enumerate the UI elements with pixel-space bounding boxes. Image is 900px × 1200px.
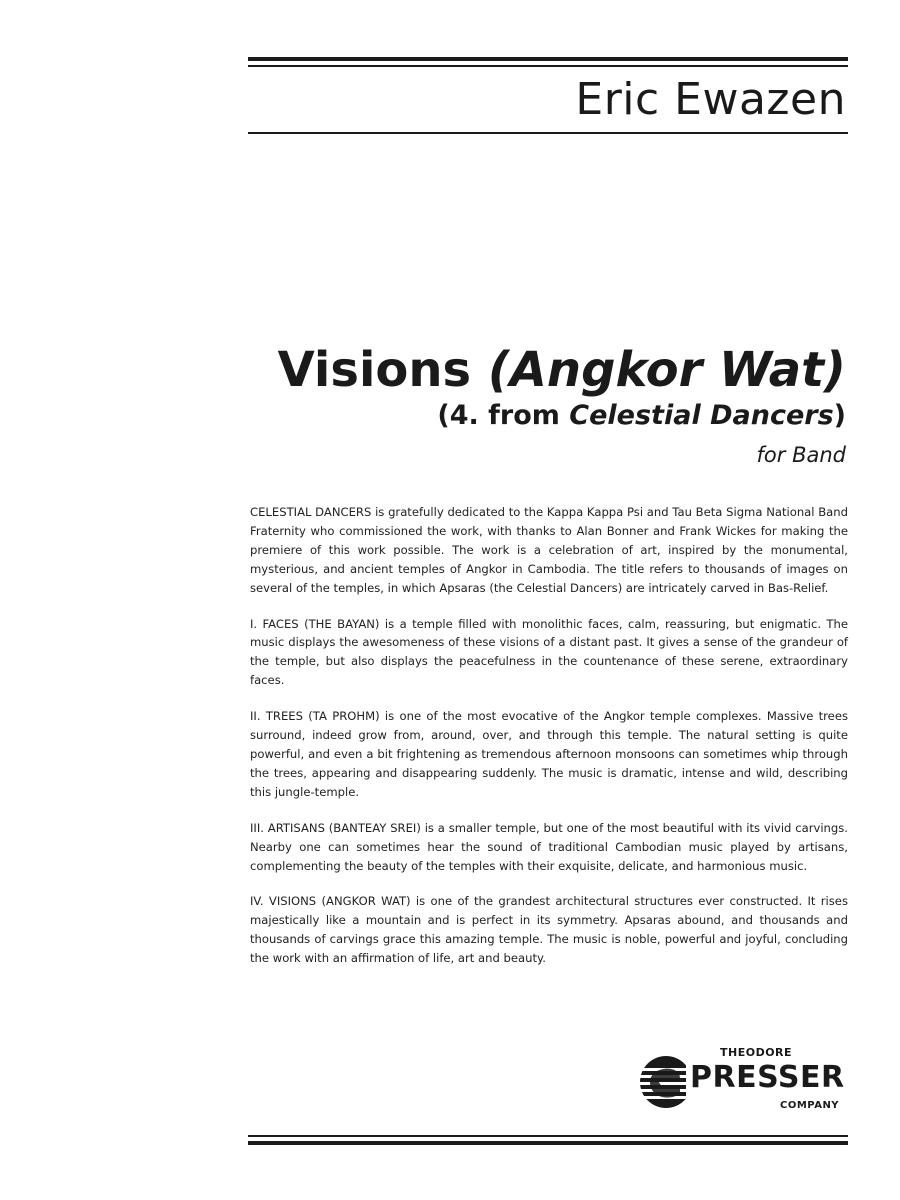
- piece-subtitle: [226, 398, 846, 434]
- subtitle-suffix: ): [833, 400, 846, 431]
- program-notes: [250, 503, 848, 985]
- note-paragraph-faces: I. FACES (THE BAYAN) is a temple filled with monolithic faces, calm, reassuring, but enigmatic. The music displays the awesomeness of these visions of a distant past. It gives a sense of the grandeur of the temple, but also displays the peacefulness in the countenance of these serene, extraordinary faces.: [250, 616, 848, 688]
- note-paragraph-artisans: III. ARTISANS (BANTEAY SREI) is a smaller temple, but one of the most beautiful with its vivid carvings. Nearby one can sometimes hear the sound of traditional Cambodian music played by artisans, complementing the beauty of the temples with their exquisite, delicate, and harmonious music.: [250, 820, 848, 873]
- publisher-line-2: PRESSER: [690, 1060, 845, 1095]
- composer-name: Eric Ewazen: [575, 74, 846, 125]
- presser-logo-icon: [640, 1054, 686, 1110]
- note-paragraph-trees: II. TREES (TA PROHM) is one of the most evocative of the Angkor temple complexes. Massive trees surround, indeed grow from, around, over, and through this temple. The natural setting is quite powerful, and even a bit frightening as tremendous afternoon monsoons can sometimes whip through the trees, appearing and disappearing suddenly. The music is dramatic, intense and wild, describing this jungle-temple.: [250, 709, 848, 799]
- subtitle-prefix: (4. from: [437, 400, 570, 431]
- instrumentation: for Band: [756, 443, 846, 467]
- title-block: [226, 340, 846, 470]
- piece-title-main: Visions: [277, 342, 488, 398]
- footer-rule-thick: [248, 1141, 848, 1145]
- note-paragraph-visions: IV. VISIONS (ANGKOR WAT) is one of the grandest architectural structures ever constructed. It rises majestically like a mountain and is perfect in its symmetry. Apsaras abound, and thousands and thousands of carvings grace this amazing temple. The music is noble, powerful and joyful, concluding the work with an affirmation of life, art and beauty.: [250, 894, 848, 966]
- header-rule-thick: [248, 57, 848, 61]
- subtitle-work-name: Celestial Dancers: [569, 400, 834, 431]
- piece-title: [226, 340, 846, 400]
- publisher-line-1: THEODORE: [720, 1046, 793, 1059]
- header-rule-thin: [248, 65, 848, 67]
- publisher-line-3: COMPANY: [780, 1100, 840, 1111]
- composer-underline-rule: [248, 132, 848, 134]
- piece-title-italic: (Angkor Wat): [487, 342, 846, 398]
- publisher-logo: [640, 1046, 850, 1116]
- note-paragraph-intro: CELESTIAL DANCERS is gratefully dedicated to the Kappa Kappa Psi and Tau Beta Sigma National Band Fraternity who commissioned the work, with thanks to Alan Bonner and Frank Wickes for making the premiere of this work possible. The work is a celebration of art, inspired by the monumental, mysterious, and ancient temples of Angkor in Cambodia. The title refers to thousands of images on several of the temples, in which Apsaras (the Celestial Dancers) are intricately carved in Bas-Relief.: [250, 505, 848, 595]
- footer-rule-thin: [248, 1135, 848, 1137]
